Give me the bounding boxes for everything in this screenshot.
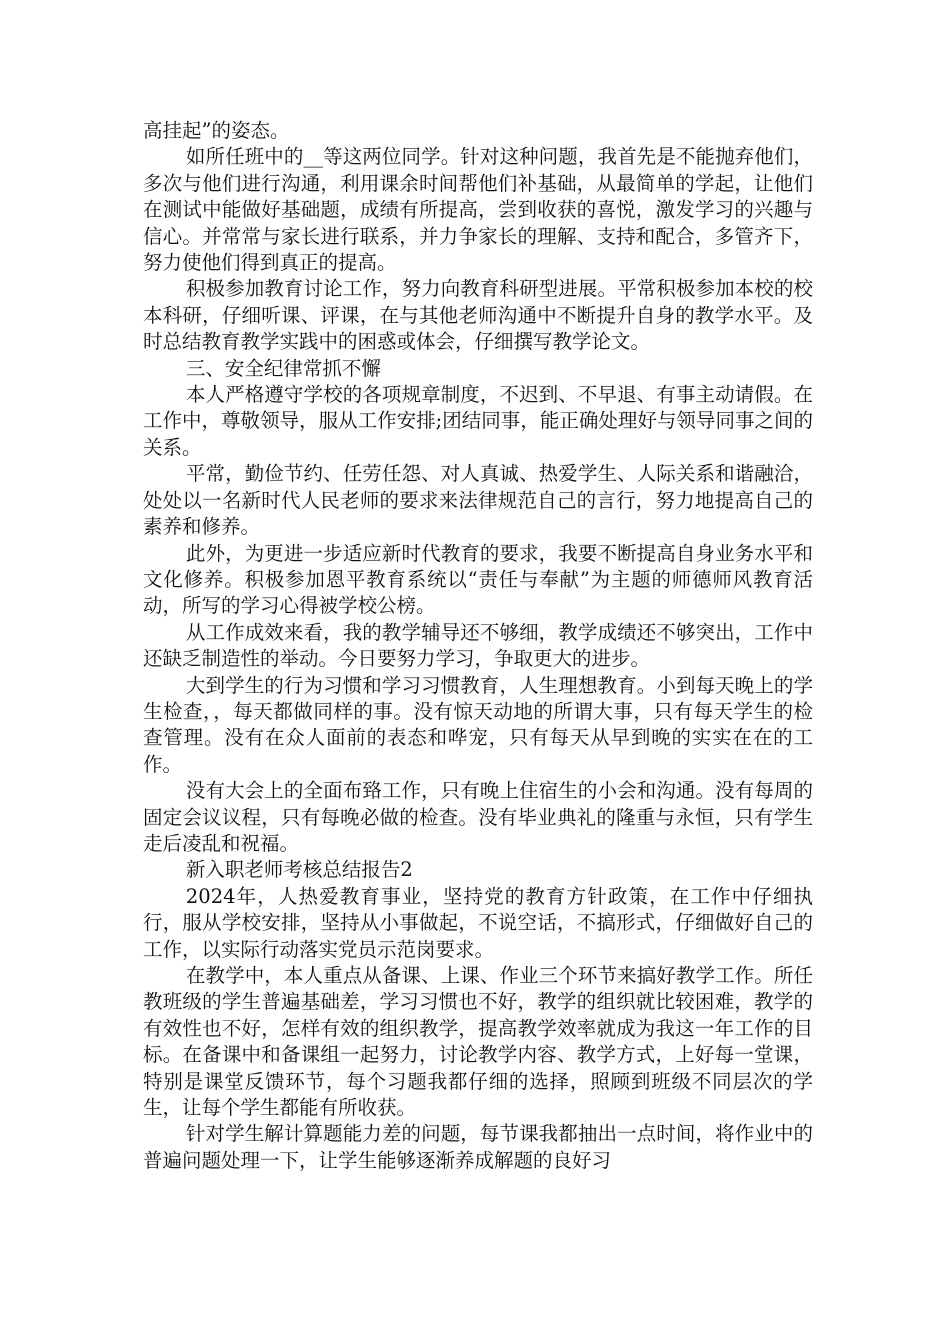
- document-page: [143, 118, 813, 1174]
- paragraph-12: 2024年，人热爱教育事业，坚持党的教育方针政策，在工作中仔细执行，服从学校安排，坚持从小事做起，不说空话，不搞形式，仔细做好自己的工作，以实际行动落实党员示范岗要求。: [143, 884, 813, 961]
- paragraph-5: 本人严格遵守学校的各项规章制度，不迟到、不早退、有事主动请假。在工作中，尊敬领导，服从工作安排;团结同事，能正确处理好与领导同事之间的关系。: [143, 383, 813, 459]
- paragraph-1: 高挂起”的姿态。: [143, 119, 290, 142]
- paragraph-6: 平常，勤俭节约、任劳任怨、对人真诚、热爱学生、人际关系和谐融洽，处处以一名新时代人民老师的要求来法律规范自己的言行，努力地提高自己的素养和修养。: [143, 462, 813, 539]
- paragraph-3: 积极参加教育讨论工作，努力向教育科研型进展。平常积极参加本校的校本科研，仔细听课、评课，在与其他老师沟通中不断提升自身的教学水平。及时总结教育教学实践中的困惑或体会，仔细撰写教学论文。: [143, 277, 813, 354]
- section-heading-3: 三、安全纪律常抓不懈: [185, 356, 381, 380]
- paragraph-8: 从工作成效来看，我的教学辅导还不够细，教学成绩还不够突出，工作中还缺乏制造性的举动。今日要努力学习，争取更大的进步。: [143, 620, 813, 671]
- paragraph-10: 没有大会上的全面布臵工作，只有晚上住宿生的小会和沟通。没有每周的固定会议议程，只有每晚必做的检查。没有毕业典礼的隆重与永恒，只有学生走后凌乱和祝福。: [143, 779, 813, 855]
- report-title-2: 新入职老师考核总结报告2: [185, 858, 413, 882]
- paragraph-9: 大到学生的行为习惯和学习习惯教育，人生理想教育。小到每天晚上的学生检查，，每天都做同样的事。没有惊天动地的所谓大事，只有每天学生的检查管理。没有在众人面前的表态和哗宠，只有每天从早到晚的实实在在的工作。: [143, 673, 813, 776]
- paragraph-7: 此外，为更进一步适应新时代教育的要求，我要不断提高自身业务水平和文化修养。积极参加恩平教育系统以“责任与奉献”为主题的师德师风教育活动，所写的学习心得被学校公榜。: [143, 541, 813, 618]
- paragraph-14: 针对学生解计算题能力差的问题，每节课我都抽出一点时间，将作业中的普遍问题处理一下，让学生能够逐渐养成解题的良好习: [143, 1122, 813, 1172]
- paragraph-13: 在教学中，本人重点从备课、上课、作业三个环节来搞好教学工作。所任教班级的学生普遍基础差，学习习惯也不好，教学的组织就比较困难，教学的有效性也不好，怎样有效的组织教学，提高教学效率就成为我这一年工作的目标。在备课中和备课组一起努力，讨论教学内容、教学方式，上好每一堂课，特别是课堂反馈环节，每个习题我都仔细的选择，照顾到班级不同层次的学生，让每个学生都能有所收获。: [143, 964, 813, 1120]
- paragraph-2: 如所任班中的__等这两位同学。针对这种问题，我首先是不能抛弃他们，多次与他们进行沟通，利用课余时间帮他们补基础，从最简单的学起，让他们在测试中能做好基础题，成绩有所提高，尝到收获的喜悦，激发学习的兴趣与信心。并常常与家长进行联系，并力争家长的理解、支持和配合，多管齐下，努力使他们得到真正的提高。: [143, 145, 813, 275]
